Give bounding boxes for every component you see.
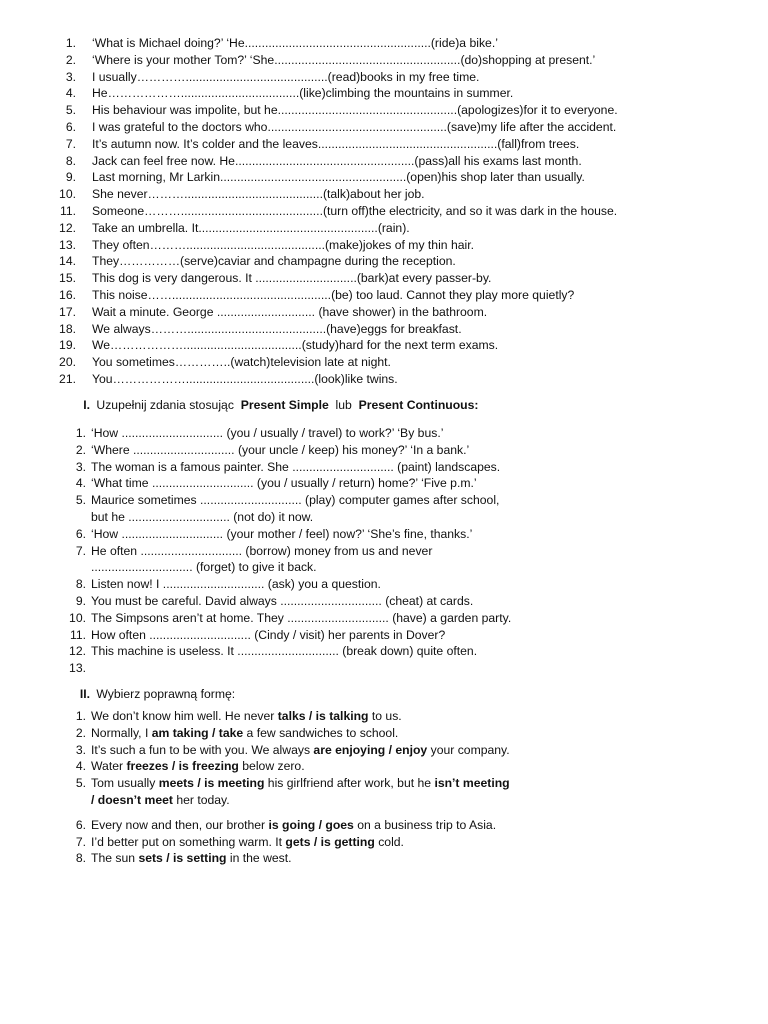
item-text: How often .............................. (Cindy / visit) her parents in Dover? xyxy=(91,627,446,642)
item-text: He………………...................................(like)climbing the mountains in summer. xyxy=(92,86,514,101)
heading-number: II. xyxy=(79,687,90,701)
answer-options: gets / is getting xyxy=(285,834,375,849)
item-number: 4. xyxy=(65,86,76,101)
item-text xyxy=(91,792,230,809)
item-number: 5. xyxy=(75,493,86,508)
item-number: 9. xyxy=(65,170,76,185)
heading-tense-1: Present Simple xyxy=(240,398,329,412)
item-number: 2. xyxy=(65,52,76,67)
item-text: Maurice sometimes .............................. (play) computer games after school, xyxy=(91,493,500,508)
item-text: They often……….........................................(make)jokes of my thin hair. xyxy=(92,237,474,252)
answer-options: am taking / take xyxy=(151,725,244,740)
item-text: ‘How .............................. (you / usually / travel) to work?’ ‘By bus.’ xyxy=(91,426,444,440)
item-number: 17. xyxy=(59,304,76,319)
item-text: The Simpsons aren’t at home. They .............................. (have) a garden party. xyxy=(91,610,512,625)
item-number: 11. xyxy=(69,627,86,642)
answer-options: talks / is talking xyxy=(277,709,369,723)
item-text: Take an umbrella. It.....................................................(rain). xyxy=(92,220,410,235)
item-text: ‘How .............................. (your mother / feel) now?’ ‘She’s fine, thanks.’ xyxy=(91,526,473,541)
heading-number: I. xyxy=(83,398,90,412)
heading-mid: lub xyxy=(335,398,352,412)
item-post: below zero. xyxy=(238,759,305,774)
item-post: her today. xyxy=(172,792,230,807)
item-number: 12. xyxy=(59,220,76,235)
item-number: 3. xyxy=(75,742,86,757)
item-post: on a business trip to Asia. xyxy=(353,817,497,832)
item-number: 4. xyxy=(75,759,86,774)
item-number: 12. xyxy=(69,644,86,659)
item-pre: It’s such a fun to be with you. We always xyxy=(91,742,314,757)
answer-options: meets / is meeting xyxy=(158,776,265,791)
item-number: 7. xyxy=(75,834,86,849)
item-text: She never……….........................................(talk)about her job. xyxy=(92,187,425,202)
item-text: ‘Where is your mother Tom?’ ‘She.......................................................(do)shopping at present.’ xyxy=(92,52,596,67)
item-text xyxy=(91,708,402,725)
item-post: his girlfriend after work, but he xyxy=(264,776,435,791)
item-number: 2. xyxy=(75,725,86,740)
answer-options-2: isn’t meeting xyxy=(434,776,510,791)
item-number: 10. xyxy=(59,187,76,202)
item-number: 6. xyxy=(75,526,86,541)
answer-options: freezes / is freezing xyxy=(126,759,239,774)
item-text xyxy=(91,725,398,742)
item-text: ‘Where .............................. (your uncle / keep) his money?’ ‘In a bank.’ xyxy=(91,442,470,457)
item-number: 5. xyxy=(65,103,76,118)
item-text: You………………......................................(look)like twins. xyxy=(92,371,398,386)
item-text: but he .............................. (not do) it now. xyxy=(91,509,314,524)
heading-text: Wybierz poprawną formę: xyxy=(96,687,236,701)
item-text xyxy=(91,850,292,867)
item-text: You must be careful. David always .............................. (cheat) at cards. xyxy=(91,593,474,608)
item-pre: I’d better put on something warm. It xyxy=(91,834,286,849)
item-number: 13. xyxy=(69,661,86,676)
item-pre: Normally, I xyxy=(91,725,152,740)
item-text: His behaviour was impolite, but he.....................................................(apologizes)for it to everyone. xyxy=(92,103,618,118)
item-number: 7. xyxy=(75,543,86,558)
item-pre: The sun xyxy=(91,851,139,866)
item-text xyxy=(91,758,305,775)
answer-options-2-cont: / doesn’t meet xyxy=(91,792,173,807)
item-text: Last morning, Mr Larkin.......................................................(open)his shop later than usually. xyxy=(92,170,585,185)
item-text: Listen now! I .............................. (ask) you a question. xyxy=(91,577,381,592)
item-text: The woman is a famous painter. She .............................. (paint) landscapes. xyxy=(91,459,501,474)
item-number: 1. xyxy=(75,426,86,440)
item-text xyxy=(91,742,510,759)
answer-options: is going / goes xyxy=(268,817,354,832)
item-text: I was grateful to the doctors who.....................................................(save)my life after the accident. xyxy=(92,119,617,134)
item-post: to us. xyxy=(368,709,402,723)
item-text: This machine is useless. It .............................. (break down) quite often. xyxy=(91,644,478,659)
section-heading-1 xyxy=(62,397,478,414)
section-heading-2 xyxy=(62,686,235,703)
item-pre: Water xyxy=(91,759,127,774)
item-number: 8. xyxy=(75,851,86,866)
item-number: 13. xyxy=(59,237,76,252)
item-pre: We don’t know him well. He never xyxy=(91,709,278,723)
item-number: 14. xyxy=(59,254,76,269)
item-pre: Every now and then, our brother xyxy=(91,817,269,832)
item-number: 8. xyxy=(75,577,86,592)
item-text: ‘What is Michael doing?’ ‘He.......................................................(ride)a bike.’ xyxy=(92,36,498,50)
item-number: 20. xyxy=(59,355,76,370)
item-text: .............................. (forget) to give it back. xyxy=(91,560,317,575)
item-number: 1. xyxy=(75,709,86,723)
item-text: They……………(serve)caviar and champagne during the reception. xyxy=(92,254,456,269)
item-text xyxy=(91,817,496,834)
item-number: 15. xyxy=(59,271,76,286)
item-text: We always……….........................................(have)eggs for breakfast. xyxy=(92,321,462,336)
item-number: 7. xyxy=(65,136,76,151)
item-pre: Tom usually xyxy=(91,776,159,791)
item-text: Someone………..........................................(turn off)the electricity, and so it was dark in the house. xyxy=(92,203,618,218)
item-text: He often .............................. (borrow) money from us and never xyxy=(91,543,433,558)
heading-intro: Uzupełnij zdania stosując xyxy=(96,398,234,412)
item-number: 16. xyxy=(59,287,76,302)
item-text: ‘What time .............................. (you / usually / return) home?’ ‘Five p.m.’ xyxy=(91,476,477,491)
item-post: in the west. xyxy=(226,851,292,866)
item-number: 2. xyxy=(75,442,86,457)
item-text: You sometimes…………..(watch)television late at night. xyxy=(92,355,391,370)
item-number: 11. xyxy=(59,203,76,218)
item-number: 8. xyxy=(65,153,76,168)
item-number: 18. xyxy=(59,321,76,336)
answer-options: sets / is setting xyxy=(138,851,227,866)
item-text: Wait a minute. George ............................. (have shower) in the bathroom. xyxy=(92,304,488,319)
item-number: 4. xyxy=(75,476,86,491)
item-post: a few sandwiches to school. xyxy=(243,725,399,740)
item-text xyxy=(91,775,510,792)
item-number: 6. xyxy=(65,119,76,134)
item-number: 3. xyxy=(65,69,76,84)
item-text: We………………...................................(study)hard for the next term exams. xyxy=(92,338,499,353)
item-number: 6. xyxy=(75,817,86,832)
heading-tense-2: Present Continuous: xyxy=(358,398,479,412)
item-number: 1. xyxy=(65,36,76,50)
item-text: This dog is very dangerous. It ..............................(bark)at every passer-by. xyxy=(92,271,492,286)
item-text: Jack can feel free now. He.....................................................(pass)all his exams last month. xyxy=(92,153,582,168)
item-number: 3. xyxy=(75,459,86,474)
item-number: 19. xyxy=(59,338,76,353)
item-post: cold. xyxy=(374,834,404,849)
item-number: 10. xyxy=(69,610,86,625)
item-text: This noise……...............................................(be) too laud. Cannot they play more quietly? xyxy=(92,287,575,302)
item-number: 5. xyxy=(75,776,86,791)
item-number: 21. xyxy=(59,371,76,386)
item-text xyxy=(91,834,404,851)
answer-options: are enjoying / enjoy xyxy=(313,742,428,757)
item-post: your company. xyxy=(427,742,510,757)
item-number: 9. xyxy=(75,593,86,608)
item-text: I usually…………..........................................(read)books in my free time. xyxy=(92,69,480,84)
item-text: It’s autumn now. It’s colder and the leaves.....................................................(fall)from trees. xyxy=(92,136,580,151)
